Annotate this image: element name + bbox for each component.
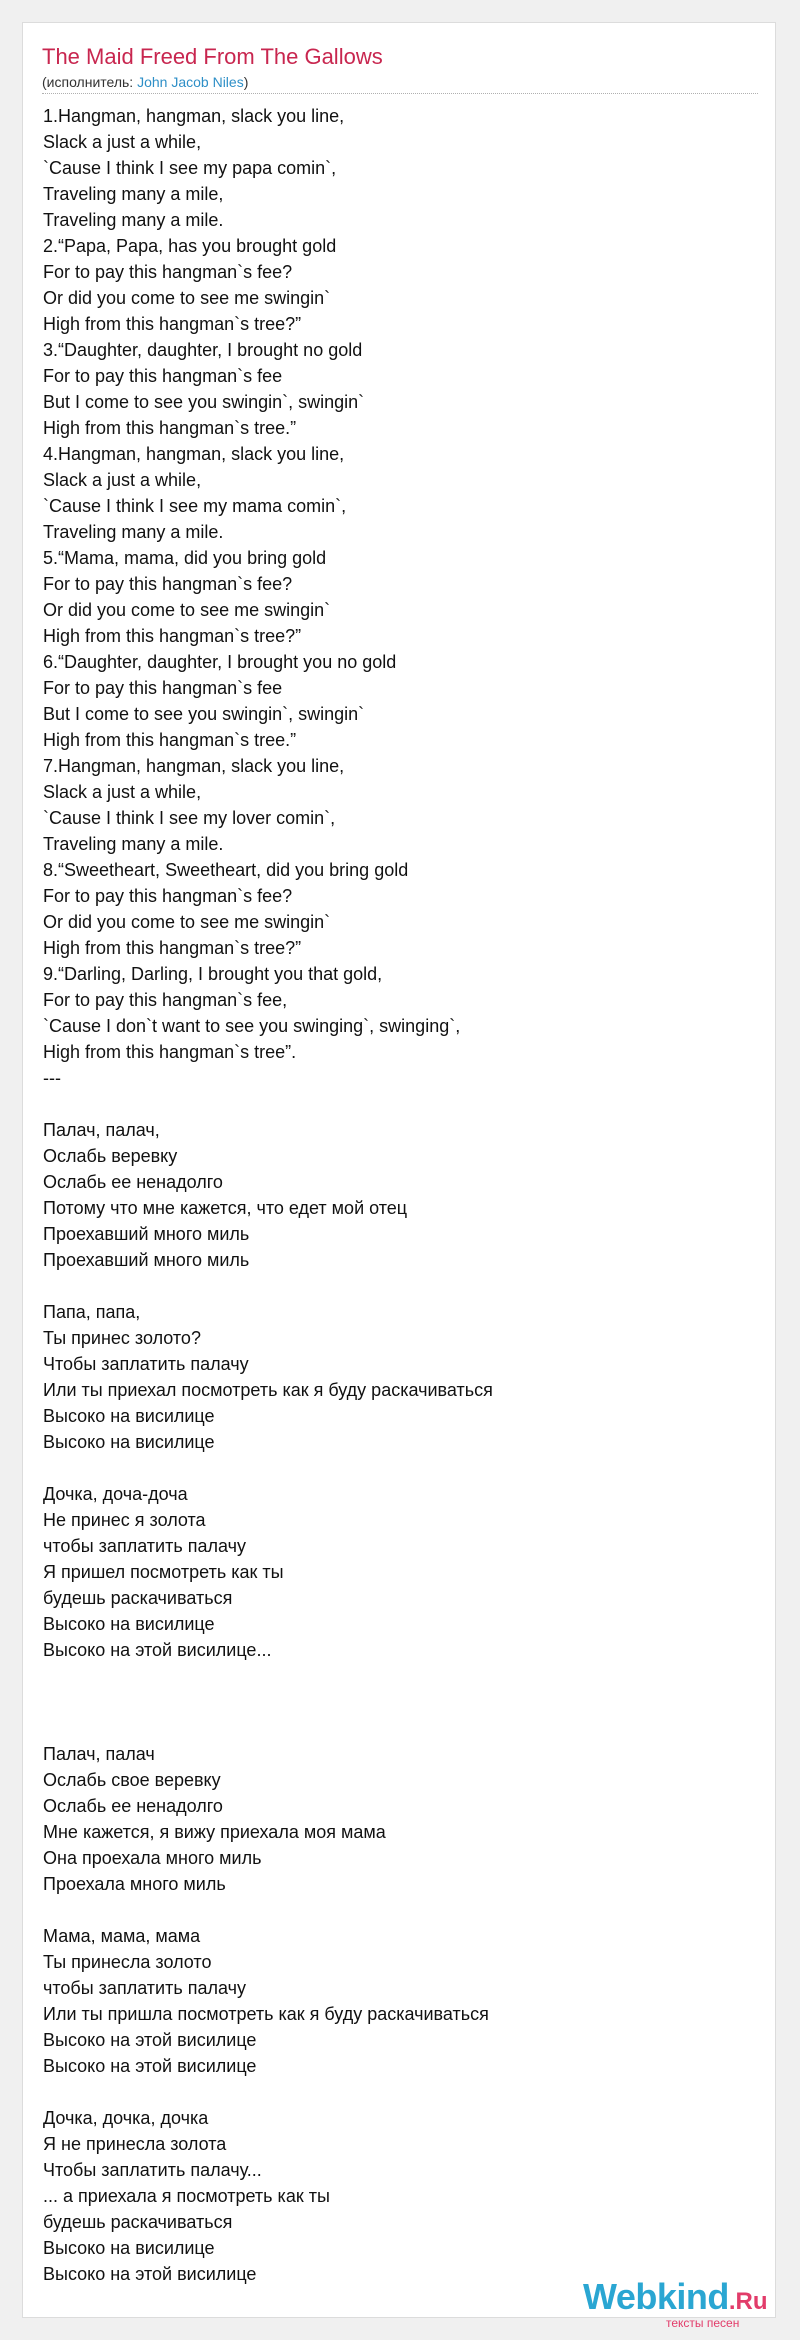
lyric-line: Or did you come to see me swingin` — [43, 912, 331, 932]
lyric-line: Чтобы заплатить палачу... — [43, 2160, 262, 2180]
lyric-line: High from this hangman`s tree?” — [43, 938, 302, 958]
lyric-line: Она проехала много миль — [43, 1848, 262, 1868]
lyric-blank-line — [43, 1091, 757, 1117]
lyric-line: 7.Hangman, hangman, slack you line, — [43, 756, 345, 776]
lyric-line: Мама, мама, мама — [43, 1926, 201, 1946]
webkind-logo[interactable] — [583, 2276, 768, 2330]
lyric-line: Slack a just a while, — [43, 782, 202, 802]
lyric-blank-line — [43, 1273, 757, 1299]
lyric-line: будешь раскачиваться — [43, 2212, 233, 2232]
lyric-line: Мне кажется, я вижу приехала моя мама — [43, 1822, 386, 1842]
logo-name: Webkind — [583, 2276, 729, 2317]
lyric-line: Ты принес золото? — [43, 1328, 201, 1348]
lyric-line: Палач, палач, — [43, 1120, 160, 1140]
lyric-line: But I come to see you swingin`, swingin` — [43, 392, 365, 412]
lyric-line: 3.“Daughter, daughter, I brought no gold — [43, 340, 363, 360]
lyric-line: 5.“Mama, mama, did you bring gold — [43, 548, 327, 568]
lyric-line: Высоко на этой висилице — [43, 2056, 257, 2076]
lyric-line: Проехавший много миль — [43, 1224, 250, 1244]
lyric-line: Slack a just a while, — [43, 132, 202, 152]
lyric-blank-line — [43, 1455, 757, 1481]
lyric-line: High from this hangman`s tree?” — [43, 314, 302, 334]
lyric-line: Проехала много миль — [43, 1874, 226, 1894]
lyric-line: Или ты приехал посмотреть как я буду раскачиваться — [43, 1380, 493, 1400]
lyric-line: Высоко на этой висилице — [43, 2264, 257, 2284]
lyric-line: будешь раскачиваться — [43, 1588, 233, 1608]
lyric-line: Ослабь ее ненадолго — [43, 1796, 223, 1816]
lyric-line: Папа, папа, — [43, 1302, 141, 1322]
lyric-line: `Cause I think I see my mama comin`, — [43, 496, 347, 516]
lyric-line: Высоко на этой висилице — [43, 2030, 257, 2050]
lyric-line: Чтобы заплатить палачу — [43, 1354, 249, 1374]
lyric-line: Потому что мне кажется, что едет мой отец — [43, 1198, 408, 1218]
lyric-line: Ослабь ее ненадолго — [43, 1172, 223, 1192]
artist-link[interactable]: John Jacob Niles — [137, 74, 244, 90]
lyric-line: Or did you come to see me swingin` — [43, 600, 331, 620]
lyric-line: Высоко на висилице — [43, 1432, 215, 1452]
lyrics-card — [22, 22, 776, 2330]
byline-prefix: (исполнитель: — [42, 74, 138, 90]
lyric-line: 2.“Papa, Papa, has you brought gold — [43, 236, 337, 256]
lyric-line: High from this hangman`s tree.” — [43, 730, 297, 750]
lyric-line: Дочка, дочка, дочка — [43, 2108, 209, 2128]
lyric-line: For to pay this hangman`s fee — [43, 366, 283, 386]
lyric-line: Не принес я золота — [43, 1510, 206, 1530]
lyric-line: Traveling many a mile. — [43, 210, 224, 230]
lyric-line: Высоко на висилице — [43, 1406, 215, 1426]
lyric-line: Я пришел посмотреть как ты — [43, 1562, 284, 1582]
lyric-line: чтобы заплатить палачу — [43, 1978, 246, 1998]
lyric-line: Slack a just a while, — [43, 470, 202, 490]
lyric-line: For to pay this hangman`s fee — [43, 678, 283, 698]
lyric-line: High from this hangman`s tree?” — [43, 626, 302, 646]
page-title: The Maid Freed From The Gallows — [42, 44, 383, 69]
lyric-line: --- — [43, 1068, 61, 1088]
lyric-line: 6.“Daughter, daughter, I brought you no gold — [43, 652, 397, 672]
lyric-line: Дочка, доча-доча — [43, 1484, 188, 1504]
lyric-blank-line — [43, 1897, 757, 1923]
lyric-line: 1.Hangman, hangman, slack you line, — [43, 106, 345, 126]
lyric-line: Проехавший много миль — [43, 1250, 250, 1270]
lyric-line: Высоко на этой висилице... — [43, 1640, 272, 1660]
lyric-line: Ослабь свое веревку — [43, 1770, 221, 1790]
logo-tld: .Ru — [728, 2288, 768, 2315]
lyric-blank-line — [43, 1689, 757, 1715]
lyric-line: Высоко на висилице — [43, 1614, 215, 1634]
lyric-line: чтобы заплатить палачу — [43, 1536, 246, 1556]
artist-byline — [42, 74, 248, 90]
lyric-line: `Cause I think I see my papa comin`, — [43, 158, 337, 178]
lyric-line: Я не принесла золота — [43, 2134, 227, 2154]
lyric-line: But I come to see you swingin`, swingin` — [43, 704, 365, 724]
lyric-line: Высоко на висилице — [43, 2238, 215, 2258]
lyric-line: 4.Hangman, hangman, slack you line, — [43, 444, 345, 464]
lyric-line: Ты принесла золото — [43, 1952, 212, 1972]
lyric-line: High from this hangman`s tree”. — [43, 1042, 297, 1062]
lyric-line: Or did you come to see me swingin` — [43, 288, 331, 308]
lyric-line: 9.“Darling, Darling, I brought you that gold, — [43, 964, 383, 984]
lyric-line: `Cause I think I see my lover comin`, — [43, 808, 336, 828]
lyric-blank-line — [43, 1663, 757, 1689]
lyric-line: For to pay this hangman`s fee? — [43, 886, 293, 906]
lyric-line: Traveling many a mile. — [43, 834, 224, 854]
lyric-line: Палач, палач — [43, 1744, 155, 1764]
lyric-line: Или ты пришла посмотреть как я буду раскачиваться — [43, 2004, 489, 2024]
header-divider — [42, 93, 758, 94]
lyric-line: For to pay this hangman`s fee? — [43, 262, 293, 282]
lyric-line: High from this hangman`s tree.” — [43, 418, 297, 438]
byline-suffix: ) — [243, 74, 249, 90]
lyric-line: `Cause I don`t want to see you swinging`, swinging`, — [43, 1016, 461, 1036]
lyric-blank-line — [43, 1715, 757, 1741]
lyric-line: ... а приехала я посмотреть как ты — [43, 2186, 330, 2206]
lyric-line: For to pay this hangman`s fee? — [43, 574, 293, 594]
logo-tagline: тексты песен — [666, 2316, 740, 2330]
lyric-line: Traveling many a mile. — [43, 522, 224, 542]
lyric-line: Ослабь веревку — [43, 1146, 178, 1166]
lyric-line: Traveling many a mile, — [43, 184, 224, 204]
lyric-line: For to pay this hangman`s fee, — [43, 990, 288, 1010]
lyric-line: 8.“Sweetheart, Sweetheart, did you bring gold — [43, 860, 409, 880]
lyrics-text — [43, 103, 757, 2287]
lyric-blank-line — [43, 2079, 757, 2105]
